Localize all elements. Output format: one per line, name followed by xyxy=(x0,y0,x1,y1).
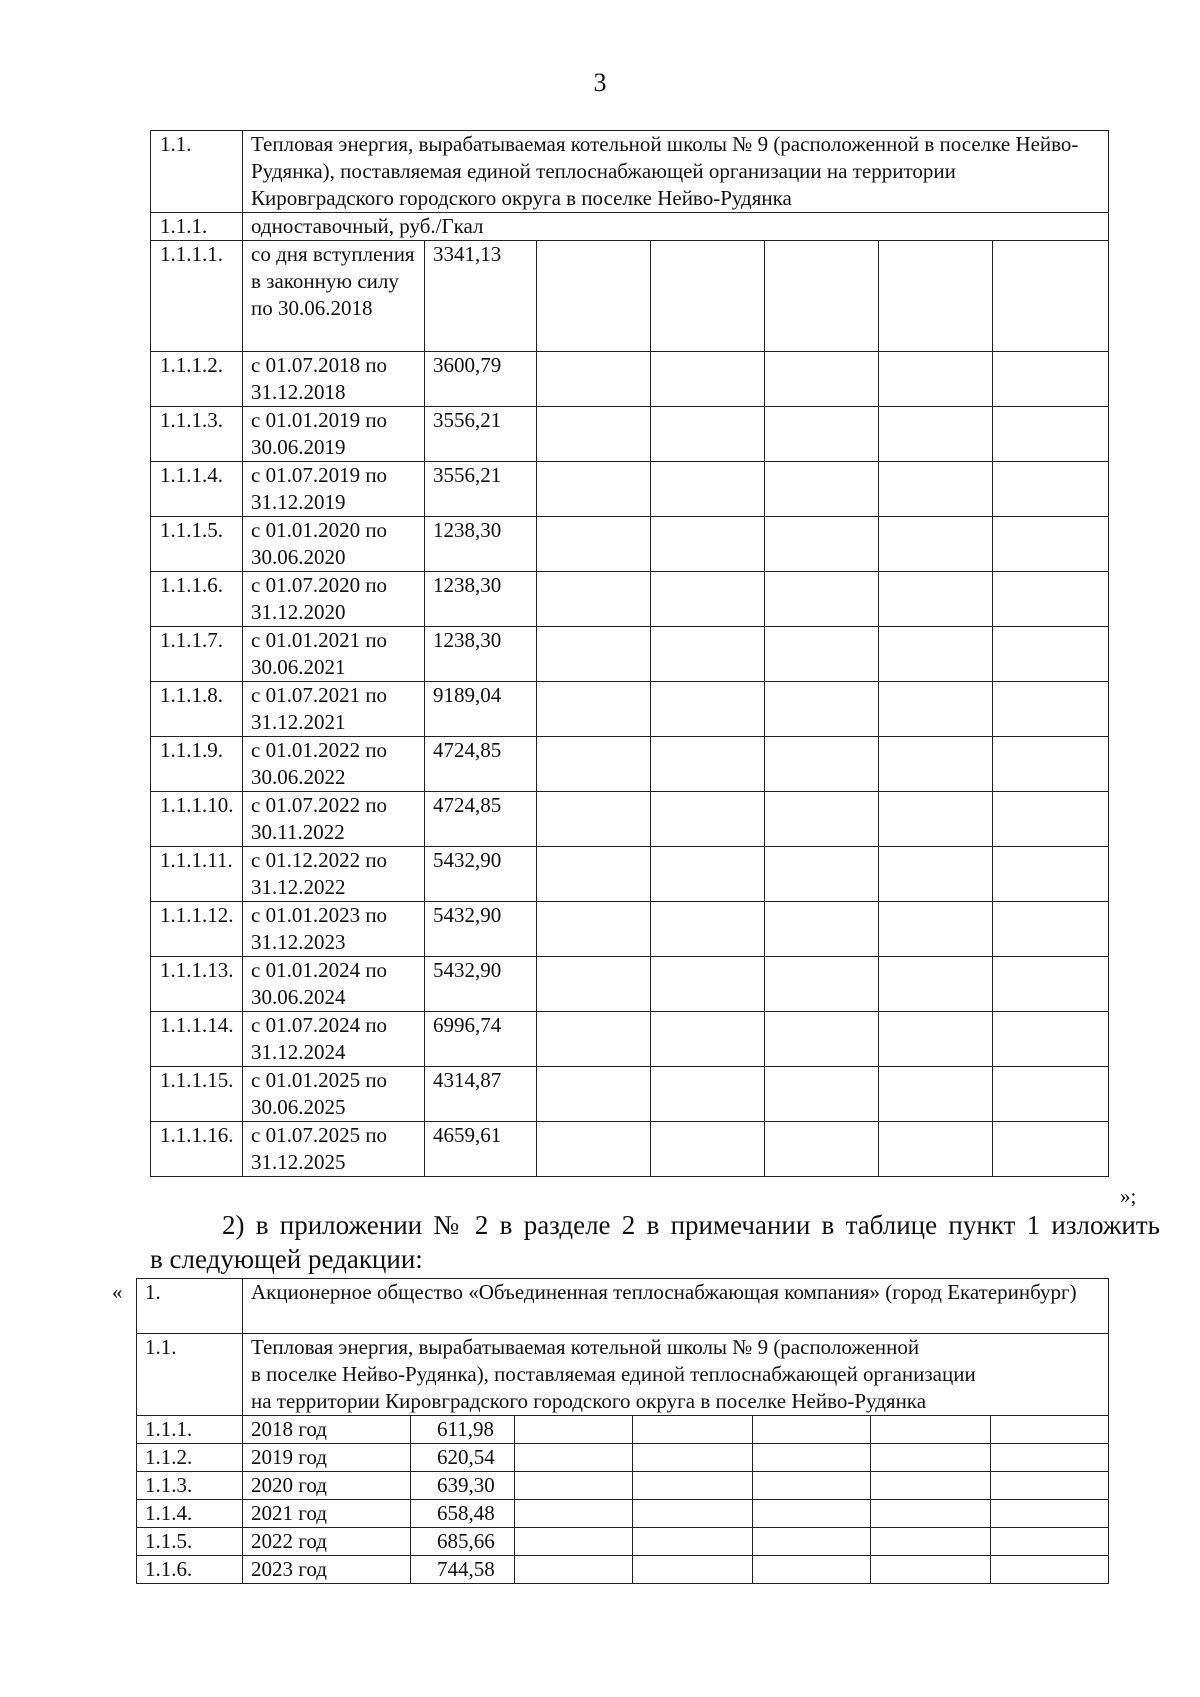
header-line: в поселке Нейво-Рудянка), поставляемая единой теплоснабжающей организации xyxy=(251,1362,976,1386)
row-period: с 01.01.2023 по 31.12.2023 xyxy=(243,902,425,957)
empty-cell xyxy=(991,1500,1109,1528)
empty-cell xyxy=(537,1122,651,1177)
row-value: 1238,30 xyxy=(425,627,537,682)
row-value: 5432,90 xyxy=(425,902,537,957)
row-period: с 01.01.2022 по 30.06.2022 xyxy=(243,737,425,792)
page-number: 3 xyxy=(593,68,607,97)
empty-cell xyxy=(765,517,879,572)
empty-cell xyxy=(871,1416,991,1444)
table-row xyxy=(151,572,1109,627)
empty-cell xyxy=(651,792,765,847)
table-row xyxy=(137,1556,1109,1584)
empty-cell xyxy=(879,957,993,1012)
row-period: с 01.07.2019 по 31.12.2019 xyxy=(243,462,425,517)
empty-cell xyxy=(651,902,765,957)
empty-cell xyxy=(537,847,651,902)
tariff-table xyxy=(150,130,1109,1177)
empty-cell xyxy=(879,462,993,517)
row-number: 1.1.5. xyxy=(137,1528,243,1556)
row-number: 1.1.1.12. xyxy=(151,902,243,957)
row-number: 1.1.1.5. xyxy=(151,517,243,572)
subheader-number: 1.1.1. xyxy=(151,213,243,241)
empty-cell xyxy=(633,1556,753,1584)
empty-cell xyxy=(993,572,1109,627)
empty-cell xyxy=(879,737,993,792)
row-value: 3556,21 xyxy=(425,462,537,517)
empty-cell xyxy=(993,682,1109,737)
row-value: 620,54 xyxy=(411,1444,515,1472)
empty-cell xyxy=(765,682,879,737)
empty-cell xyxy=(537,902,651,957)
empty-cell xyxy=(537,1012,651,1067)
empty-cell xyxy=(633,1444,753,1472)
header-number: 1.1. xyxy=(151,131,243,213)
empty-cell xyxy=(515,1556,633,1584)
table-row xyxy=(151,462,1109,517)
row-number: 1.1.1.8. xyxy=(151,682,243,737)
empty-cell xyxy=(879,792,993,847)
empty-cell xyxy=(515,1472,633,1500)
row-number: 1.1.4. xyxy=(137,1500,243,1528)
empty-cell xyxy=(993,517,1109,572)
empty-cell xyxy=(993,902,1109,957)
empty-cell xyxy=(651,627,765,682)
empty-cell xyxy=(993,627,1109,682)
row-period: с 01.01.2020 по 30.06.2020 xyxy=(243,517,425,572)
table-row xyxy=(137,1528,1109,1556)
empty-cell xyxy=(879,572,993,627)
empty-cell xyxy=(651,462,765,517)
row-number: 1.1.1. xyxy=(137,1416,243,1444)
empty-cell xyxy=(537,352,651,407)
table-row xyxy=(137,1472,1109,1500)
empty-cell xyxy=(651,737,765,792)
row-value: 4724,85 xyxy=(425,737,537,792)
empty-cell xyxy=(765,627,879,682)
empty-cell xyxy=(765,1122,879,1177)
table-row xyxy=(151,407,1109,462)
empty-cell xyxy=(871,1472,991,1500)
empty-cell xyxy=(765,462,879,517)
row-number: 1.1.1.4. xyxy=(151,462,243,517)
table-row xyxy=(151,737,1109,792)
empty-cell xyxy=(537,462,651,517)
row-number: 1.1.1.1. xyxy=(151,241,243,352)
empty-cell xyxy=(537,407,651,462)
row-value: 685,66 xyxy=(411,1528,515,1556)
empty-cell xyxy=(651,847,765,902)
row-period: со дня вступления в законную силу по 30.06.2018 xyxy=(243,241,425,352)
row-period: с 01.01.2021 по 30.06.2021 xyxy=(243,627,425,682)
amendment-paragraph xyxy=(150,1208,1160,1276)
table-row xyxy=(151,682,1109,737)
organization-row xyxy=(137,1279,1109,1334)
row-period: с 01.07.2022 по 30.11.2022 xyxy=(243,792,425,847)
row-value: 3556,21 xyxy=(425,407,537,462)
organization-number: 1. xyxy=(137,1279,243,1334)
row-value: 3600,79 xyxy=(425,352,537,407)
empty-cell xyxy=(651,407,765,462)
empty-cell xyxy=(993,462,1109,517)
empty-cell xyxy=(871,1444,991,1472)
row-value: 3341,13 xyxy=(425,241,537,352)
empty-cell xyxy=(991,1444,1109,1472)
row-value: 6996,74 xyxy=(425,1012,537,1067)
empty-cell xyxy=(879,682,993,737)
row-number: 1.1.3. xyxy=(137,1472,243,1500)
volume-table xyxy=(136,1278,1109,1584)
closing-quote-mark: »; xyxy=(1120,1184,1137,1208)
empty-cell xyxy=(765,407,879,462)
empty-cell xyxy=(871,1500,991,1528)
table-header-row xyxy=(151,131,1109,213)
empty-cell xyxy=(633,1528,753,1556)
empty-cell xyxy=(753,1556,871,1584)
row-number: 1.1.1.10. xyxy=(151,792,243,847)
empty-cell xyxy=(765,792,879,847)
row-period: с 01.07.2024 по 31.12.2024 xyxy=(243,1012,425,1067)
empty-cell xyxy=(753,1528,871,1556)
empty-cell xyxy=(879,517,993,572)
empty-cell xyxy=(765,847,879,902)
row-value: 5432,90 xyxy=(425,847,537,902)
empty-cell xyxy=(537,627,651,682)
empty-cell xyxy=(993,241,1109,352)
row-value: 5432,90 xyxy=(425,957,537,1012)
row-period: с 01.01.2024 по 30.06.2024 xyxy=(243,957,425,1012)
empty-cell xyxy=(879,352,993,407)
empty-cell xyxy=(991,1472,1109,1500)
empty-cell xyxy=(765,1067,879,1122)
row-value: 9189,04 xyxy=(425,682,537,737)
header-number: 1.1. xyxy=(137,1334,243,1416)
empty-cell xyxy=(537,737,651,792)
row-value: 658,48 xyxy=(411,1500,515,1528)
opening-quote-mark: « xyxy=(112,1280,123,1304)
empty-cell xyxy=(633,1500,753,1528)
empty-cell xyxy=(537,241,651,352)
organization-name: Акционерное общество «Объединенная теплоснабжающая компания» (город Екатеринбург) xyxy=(243,1279,1109,1334)
empty-cell xyxy=(537,1067,651,1122)
empty-cell xyxy=(537,572,651,627)
empty-cell xyxy=(651,1012,765,1067)
empty-cell xyxy=(651,517,765,572)
empty-cell xyxy=(991,1528,1109,1556)
empty-cell xyxy=(871,1556,991,1584)
empty-cell xyxy=(879,1122,993,1177)
empty-cell xyxy=(879,1012,993,1067)
row-year: 2018 год xyxy=(243,1416,411,1444)
empty-cell xyxy=(537,682,651,737)
table-row xyxy=(151,352,1109,407)
empty-cell xyxy=(765,1012,879,1067)
empty-cell xyxy=(993,407,1109,462)
header-description xyxy=(243,1334,1109,1416)
empty-cell xyxy=(753,1416,871,1444)
table-row xyxy=(151,847,1109,902)
empty-cell xyxy=(515,1500,633,1528)
table-row xyxy=(137,1500,1109,1528)
table-row xyxy=(151,627,1109,682)
row-value: 4724,85 xyxy=(425,792,537,847)
empty-cell xyxy=(765,737,879,792)
table-header-row xyxy=(137,1334,1109,1416)
empty-cell xyxy=(651,682,765,737)
header-line: Тепловая энергия, вырабатываемая котельной школы № 9 (расположенной xyxy=(251,1335,920,1359)
row-number: 1.1.1.7. xyxy=(151,627,243,682)
empty-cell xyxy=(879,241,993,352)
row-period: с 01.07.2021 по 31.12.2021 xyxy=(243,682,425,737)
empty-cell xyxy=(993,957,1109,1012)
empty-cell xyxy=(765,572,879,627)
row-value: 639,30 xyxy=(411,1472,515,1500)
row-number: 1.1.1.6. xyxy=(151,572,243,627)
row-value: 4314,87 xyxy=(425,1067,537,1122)
empty-cell xyxy=(993,352,1109,407)
row-number: 1.1.1.16. xyxy=(151,1122,243,1177)
row-period: с 01.07.2018 по 31.12.2018 xyxy=(243,352,425,407)
table-row xyxy=(151,792,1109,847)
row-year: 2019 год xyxy=(243,1444,411,1472)
amendment-line-2: в следующей редакции: xyxy=(150,1244,423,1274)
empty-cell xyxy=(993,792,1109,847)
row-year: 2020 год xyxy=(243,1472,411,1500)
table-row xyxy=(137,1416,1109,1444)
empty-cell xyxy=(633,1472,753,1500)
row-period: с 01.01.2019 по 30.06.2019 xyxy=(243,407,425,462)
header-line: на территории Кировградского городского округа в поселке Нейво-Рудянка xyxy=(251,1389,927,1413)
empty-cell xyxy=(765,957,879,1012)
table-row xyxy=(151,1122,1109,1177)
row-number: 1.1.1.2. xyxy=(151,352,243,407)
empty-cell xyxy=(651,1067,765,1122)
empty-cell xyxy=(993,1122,1109,1177)
empty-cell xyxy=(765,902,879,957)
empty-cell xyxy=(537,957,651,1012)
empty-cell xyxy=(991,1416,1109,1444)
row-year: 2022 год xyxy=(243,1528,411,1556)
row-year: 2023 год xyxy=(243,1556,411,1584)
table-row xyxy=(151,1067,1109,1122)
empty-cell xyxy=(879,902,993,957)
row-number: 1.1.1.3. xyxy=(151,407,243,462)
empty-cell xyxy=(651,1122,765,1177)
row-period: с 01.12.2022 по 31.12.2022 xyxy=(243,847,425,902)
row-value: 1238,30 xyxy=(425,517,537,572)
row-number: 1.1.1.11. xyxy=(151,847,243,902)
empty-cell xyxy=(879,627,993,682)
empty-cell xyxy=(993,1012,1109,1067)
table-row xyxy=(151,517,1109,572)
empty-cell xyxy=(515,1416,633,1444)
empty-cell xyxy=(651,572,765,627)
row-number: 1.1.6. xyxy=(137,1556,243,1584)
empty-cell xyxy=(765,352,879,407)
header-description: Тепловая энергия, вырабатываемая котельной школы № 9 (расположенной в поселке Нейво-Рудянка), поставляемая единой теплоснабжающей организации на территории Кировградского городского округа в поселке Нейво-Рудянка xyxy=(243,131,1109,213)
empty-cell xyxy=(993,1067,1109,1122)
empty-cell xyxy=(879,407,993,462)
empty-cell xyxy=(871,1528,991,1556)
subheader-description: одноставочный, руб./Гкал xyxy=(243,213,1109,241)
empty-cell xyxy=(765,241,879,352)
empty-cell xyxy=(537,792,651,847)
row-period: с 01.07.2025 по 31.12.2025 xyxy=(243,1122,425,1177)
table-row xyxy=(137,1444,1109,1472)
empty-cell xyxy=(753,1472,871,1500)
empty-cell xyxy=(753,1444,871,1472)
amendment-line-1: 2) в приложении № 2 в разделе 2 в примечании в таблице пункт 1 изложить xyxy=(222,1210,1160,1240)
empty-cell xyxy=(993,847,1109,902)
empty-cell xyxy=(991,1556,1109,1584)
empty-cell xyxy=(515,1444,633,1472)
row-period: с 01.01.2025 по 30.06.2025 xyxy=(243,1067,425,1122)
empty-cell xyxy=(515,1528,633,1556)
empty-cell xyxy=(537,517,651,572)
row-value: 4659,61 xyxy=(425,1122,537,1177)
table-row xyxy=(151,902,1109,957)
empty-cell xyxy=(879,1067,993,1122)
row-period: с 01.07.2020 по 31.12.2020 xyxy=(243,572,425,627)
row-number: 1.1.2. xyxy=(137,1444,243,1472)
empty-cell xyxy=(879,847,993,902)
empty-cell xyxy=(753,1500,871,1528)
row-value: 1238,30 xyxy=(425,572,537,627)
row-number: 1.1.1.13. xyxy=(151,957,243,1012)
table-row xyxy=(151,241,1109,352)
empty-cell xyxy=(651,352,765,407)
table-row xyxy=(151,1012,1109,1067)
row-number: 1.1.1.9. xyxy=(151,737,243,792)
empty-cell xyxy=(993,737,1109,792)
row-value: 744,58 xyxy=(411,1556,515,1584)
empty-cell xyxy=(633,1416,753,1444)
row-value: 611,98 xyxy=(411,1416,515,1444)
row-number: 1.1.1.15. xyxy=(151,1067,243,1122)
table-row xyxy=(151,957,1109,1012)
row-number: 1.1.1.14. xyxy=(151,1012,243,1067)
empty-cell xyxy=(651,957,765,1012)
subheader-row xyxy=(151,213,1109,241)
row-year: 2021 год xyxy=(243,1500,411,1528)
empty-cell xyxy=(651,241,765,352)
